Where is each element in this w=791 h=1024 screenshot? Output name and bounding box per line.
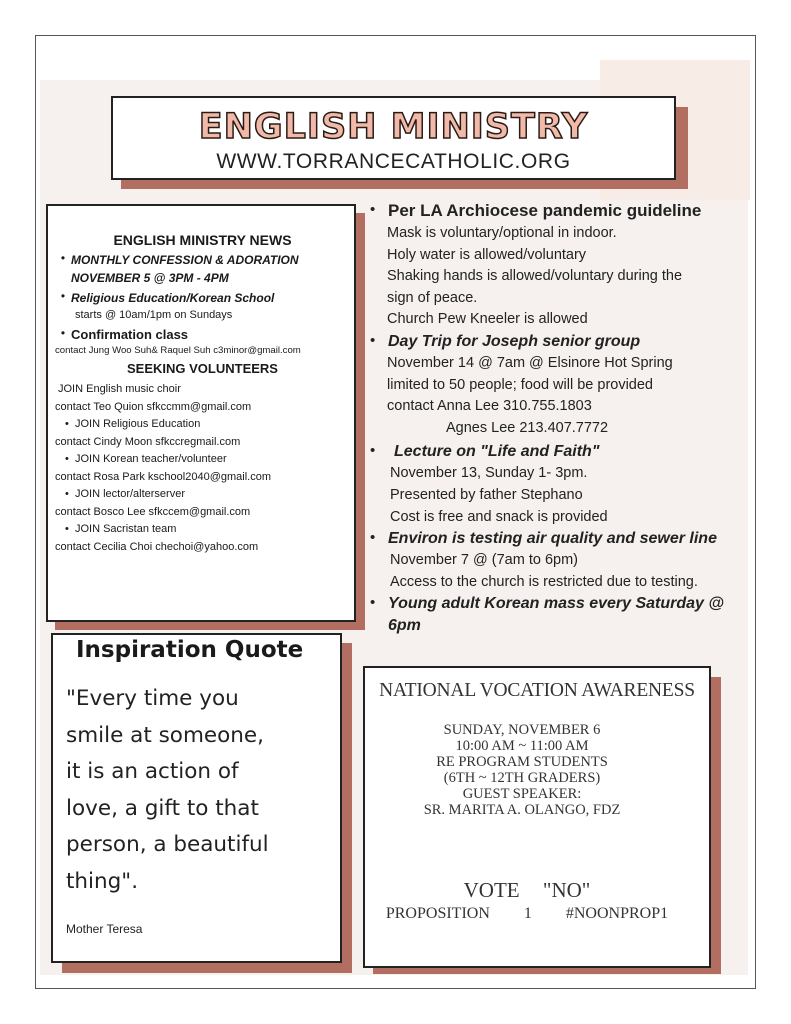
volunteer-item (55, 486, 350, 504)
guideline-title: Per LA Archiocese pandemic guideline (388, 201, 702, 220)
bullet-icon: • (60, 326, 66, 340)
guideline-line: Shaking hands is allowed/voluntary during the (387, 268, 683, 285)
vocation-box (363, 666, 711, 968)
bullet-icon: • (60, 289, 66, 303)
young-adult-title: Young adult Korean mass every Saturday @ (388, 595, 724, 613)
volunteer-item (55, 521, 350, 539)
quote-text (66, 681, 328, 900)
bullet-icon: • (65, 418, 75, 430)
bullet-icon: • (370, 594, 376, 612)
volunteer-join: JOIN lector/alterserver (74, 488, 185, 500)
quote-line: smile at someone, (66, 722, 264, 748)
environ-line: Access to the church is restricted due to testing. (390, 573, 698, 590)
environ-title: Environ is testing air quality and sewer line (388, 530, 717, 548)
quote-box (51, 633, 342, 963)
website-url: WWW.TORRANCECATHOLIC.ORG (216, 150, 571, 173)
volunteer-contact: contact Teo Quion sfkccmm@gmail.com (55, 400, 252, 413)
bullet-icon: • (65, 488, 75, 500)
bullet-icon: • (65, 523, 75, 535)
page-title: ENGLISH MINISTRY (198, 107, 589, 147)
bullet-icon: • (370, 331, 376, 349)
quote-author: Mother Teresa (66, 922, 143, 936)
volunteer-item (55, 416, 350, 434)
announcement-young-adult (370, 593, 750, 637)
bullet-icon: • (65, 453, 75, 465)
volunteers-heading: SEEKING VOLUNTEERS (127, 361, 278, 376)
religious-ed-time: starts @ 10am/1pm on Sundays (75, 309, 233, 321)
vocation-detail-line: (6TH ~ 12TH GRADERS) (443, 770, 601, 786)
environ-line: November 7 @ (7am to 6pm) (390, 552, 578, 569)
header-box (111, 96, 676, 180)
volunteer-contact: contact Cindy Moon sfkccregmail.com (55, 435, 241, 448)
volunteer-item (55, 451, 350, 469)
bullet-icon: • (370, 201, 376, 218)
announcement-guideline (370, 200, 750, 221)
announcements-column (370, 200, 750, 637)
volunteer-join: JOIN Religious Education (74, 418, 201, 430)
news-item-confession (55, 251, 350, 287)
vocation-title: NATIONAL VOCATION AWARENESS (379, 680, 695, 701)
lecture-line: Presented by father Stephano (390, 486, 583, 503)
quote-line: it is an action of (66, 759, 239, 784)
daytrip-contact-extra: Agnes Lee 213.407.7772 (446, 419, 609, 436)
confession-title: MONTHLY CONFESSION & ADORATION (71, 253, 299, 267)
announcement-lecture (370, 441, 750, 463)
proposition-line: PROPOSITION 1 #NOONPROP1 (385, 905, 669, 922)
quote-line: love, a gift to that (66, 795, 259, 821)
religious-ed-title: Religious Education/Korean School (71, 291, 275, 305)
volunteer-contact: contact Cecilia Choi chechoi@yahoo.com (55, 540, 259, 553)
volunteer-join: JOIN English music choir (58, 383, 181, 395)
daytrip-line: limited to 50 people; food will be provided (387, 376, 653, 393)
vocation-details (335, 722, 709, 818)
guideline-line: Mask is voluntary/optional in indoor. (387, 225, 617, 241)
young-adult-time: 6pm (388, 617, 421, 635)
bullet-icon: • (370, 442, 376, 460)
announcement-daytrip (370, 331, 750, 353)
vocation-detail-line: 10:00 AM ~ 11:00 AM (455, 738, 589, 754)
daytrip-line: November 14 @ 7am @ Elsinore Hot Spring (387, 354, 673, 371)
daytrip-title: Day Trip for Joseph senior group (388, 332, 641, 350)
lecture-title: Lecture on "Life and Faith" (394, 443, 600, 461)
bullet-icon: • (370, 529, 376, 547)
vocation-detail-line: SUNDAY, NOVEMBER 6 (443, 722, 601, 738)
guideline-line: Holy water is allowed/voluntary (387, 246, 587, 263)
quote-line: thing". (66, 868, 139, 894)
quote-title: Inspiration Quote (76, 637, 304, 663)
guideline-line: Church Pew Kneeler is allowed (387, 311, 588, 328)
confession-time: NOVEMBER 5 @ 3PM - 4PM (71, 271, 229, 285)
volunteer-join: JOIN Sacristan team (74, 523, 177, 535)
vocation-detail-line: RE PROGRAM STUDENTS (436, 754, 608, 770)
daytrip-line: contact Anna Lee 310.755.1803 (387, 398, 592, 415)
bullet-icon: • (60, 251, 66, 265)
news-item-confirmation (55, 326, 350, 344)
volunteer-contact: contact Bosco Lee sfkccem@gmail.com (55, 505, 251, 518)
quote-line: person, a beautiful (66, 832, 269, 857)
lecture-line: November 13, Sunday 1- 3pm. (390, 465, 588, 482)
confirmation-contact: contact Jung Woo Suh& Raquel Suh c3minor@gmail.com (55, 345, 301, 356)
announcement-environ (370, 528, 750, 550)
quote-line: "Every time you (66, 686, 239, 711)
vocation-detail-line: SR. MARITA A. OLANGO, FDZ (423, 802, 621, 818)
vocation-detail-line: GUEST SPEAKER: (462, 786, 582, 802)
guideline-line: sign of peace. (387, 289, 478, 306)
vote-no: VOTE "NO" (463, 878, 591, 902)
news-box (46, 204, 356, 622)
news-item-religious-ed (55, 289, 350, 307)
news-heading: ENGLISH MINISTRY NEWS (113, 232, 292, 248)
lecture-line: Cost is free and snack is provided (390, 508, 608, 525)
volunteer-join: JOIN Korean teacher/volunteer (74, 453, 227, 465)
volunteer-contact: contact Rosa Park kschool2040@gmail.com (55, 470, 271, 483)
confirmation-title: Confirmation class (71, 327, 189, 342)
